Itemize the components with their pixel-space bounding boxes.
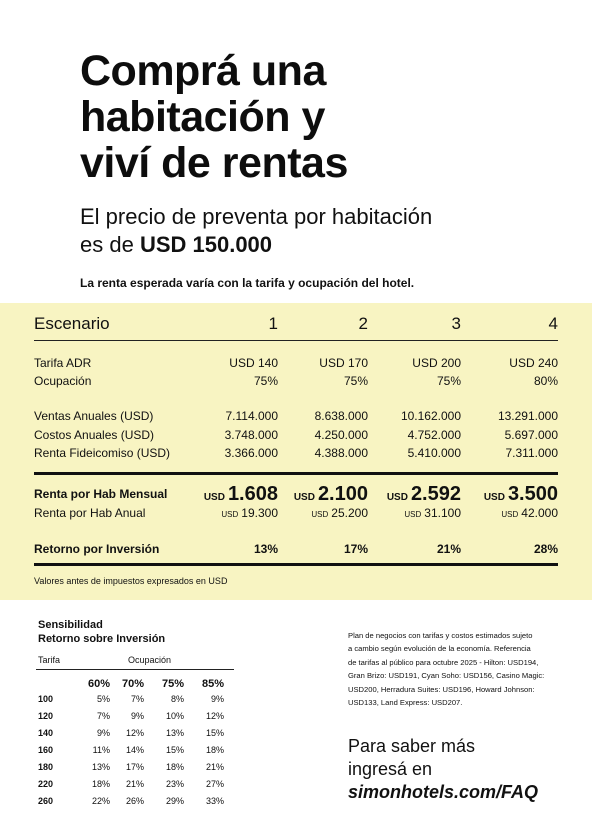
row-label: Retorno por Inversión: [34, 542, 160, 556]
cell: 10.162.000: [400, 409, 461, 423]
cell: 3.366.000: [224, 446, 278, 460]
sensitivity-occupancy-label: Ocupación: [128, 655, 172, 665]
sensitivity-cell: 27%: [205, 779, 224, 789]
disclaimer-line: Plan de negocios con tarifas y costos estimados sujeto: [348, 631, 533, 640]
row-ocupacion: [34, 374, 558, 390]
currency: USD: [293, 492, 315, 503]
row-label: Renta Fideicomiso (USD): [34, 446, 171, 460]
sensitivity-cell: 12%: [205, 711, 224, 721]
cell: 75%: [253, 374, 278, 388]
disclaimer-line: a cambio según evolución de la economía. Referencia: [348, 644, 531, 654]
row-label: Costos Anuales (USD): [34, 428, 155, 442]
cell: 75%: [436, 374, 461, 388]
sensitivity-tarifa: 120: [38, 711, 54, 721]
divider-thick: [34, 563, 558, 566]
subtitle-line: El precio de preventa por habitación: [80, 204, 433, 229]
cell: 3.748.000: [224, 428, 278, 442]
cell: USD 240: [509, 356, 558, 370]
scenario-number: 2: [358, 314, 368, 333]
sensitivity-cell: 9%: [96, 728, 110, 738]
sensitivity-tarifa-label: Tarifa: [38, 655, 61, 665]
cell: [501, 506, 558, 520]
cell: [311, 506, 368, 520]
row-renta-mensual: [34, 483, 558, 505]
cell: 4.388.000: [314, 446, 368, 460]
sensitivity-cell: 15%: [165, 745, 184, 755]
row-retorno: [34, 542, 558, 558]
cell-monthly: [204, 483, 278, 506]
cell: 13.291.000: [497, 409, 558, 423]
disclaimer-line: USD200, Herradura Suites: USD196, Howard Johnson:: [348, 684, 535, 694]
cell-monthly: [294, 483, 368, 506]
sensitivity-cell: 17%: [125, 762, 144, 772]
disclaimer-line: Gran Brizo: USD191, Cyan Soho: USD156, Casino Magic:: [348, 671, 545, 681]
sensitivity-row: [36, 762, 226, 776]
subtitle-prefix: es de: [80, 232, 140, 257]
cell: 17%: [343, 542, 368, 556]
divider: [34, 340, 558, 341]
sensitivity-header-row: [36, 678, 226, 692]
cta: [348, 735, 538, 804]
sensitivity-cell: 18%: [91, 779, 110, 789]
sensitivity-cell: 13%: [91, 762, 110, 772]
disclaimer-line: de tarifas al público para octubre 2025 - Hilton: USD194,: [348, 657, 539, 667]
amount: 3.500: [507, 483, 558, 505]
scenario-number: 3: [451, 314, 461, 333]
row-label: Ventas Anuales (USD): [34, 409, 154, 423]
currency: USD: [221, 510, 239, 519]
sensitivity-cell: 7%: [130, 694, 144, 704]
sensitivity-cell: 23%: [165, 779, 184, 789]
divider-thick: [34, 472, 558, 475]
sensitivity-cell: 18%: [165, 762, 184, 772]
sensitivity-cell: 14%: [125, 745, 144, 755]
divider: [36, 669, 234, 670]
headline-line: habitación y: [80, 93, 325, 141]
scenario-header: [34, 314, 558, 336]
cell: [221, 506, 278, 520]
sensitivity-tarifa: 140: [38, 728, 54, 738]
sensitivity-tarifa: 160: [38, 745, 54, 755]
cell: 13%: [253, 542, 278, 556]
sensitivity-cell: 11%: [92, 745, 110, 755]
sensitivity-row: [36, 711, 226, 725]
amount: 19.300: [241, 506, 278, 520]
sensitivity-cell: 9%: [130, 711, 144, 721]
cell-monthly: [387, 483, 461, 506]
sensitivity-row: [36, 796, 226, 810]
cell: 4.752.000: [407, 428, 461, 442]
sensitivity-tarifa: 180: [38, 762, 54, 772]
sensitivity-tarifa: 260: [38, 796, 54, 806]
sensitivity-cell: 21%: [125, 779, 144, 789]
sensitivity-cell: 12%: [125, 728, 144, 738]
cell: 7.311.000: [505, 446, 558, 460]
sensitivity-cell: 15%: [205, 728, 224, 738]
sensitivity-title: [38, 618, 165, 646]
price: USD 150.000: [139, 232, 273, 257]
row-renta-anual: [34, 506, 558, 522]
amount: 1.608: [227, 483, 278, 505]
table-note: Valores antes de impuestos expresados en USD: [34, 576, 228, 586]
sensitivity-cell: 33%: [205, 796, 224, 806]
sensitivity-cell: 21%: [205, 762, 224, 772]
headline-line: viví de rentas: [80, 139, 348, 187]
amount: 2.592: [410, 483, 461, 505]
cta-line: ingresá en: [348, 759, 433, 779]
row-label: Ocupación: [34, 374, 92, 388]
sensitivity-row: [36, 694, 226, 708]
disclaimer: [348, 629, 558, 709]
currency: USD: [404, 510, 422, 519]
sensitivity-tarifa: 100: [38, 694, 54, 704]
currency: USD: [311, 510, 329, 519]
cell: 75%: [343, 374, 368, 388]
sensitivity-tarifa: 220: [38, 779, 54, 789]
row-label: Tarifa ADR: [34, 356, 92, 370]
currency: USD: [386, 492, 408, 503]
cell-monthly: [484, 483, 558, 506]
sensitivity-cell: 5%: [96, 694, 110, 704]
row-ventas: [34, 409, 558, 425]
sensitivity-cell: 8%: [170, 694, 184, 704]
row-tarifa: [34, 356, 558, 372]
currency: USD: [501, 510, 519, 519]
sensitivity-row: [36, 745, 226, 759]
scenario-number: 1: [268, 314, 278, 333]
row-renta-fideicomiso: [34, 446, 558, 462]
headline-line: Comprá una: [80, 47, 326, 95]
scenario-header-label: Escenario: [34, 314, 110, 333]
cell: [404, 506, 461, 520]
cell: 80%: [533, 374, 558, 388]
cell: 5.697.000: [504, 428, 558, 442]
sensitivity-row: [36, 728, 226, 742]
sensitivity-cell: 26%: [125, 796, 144, 806]
row-label: Renta por Hab Mensual: [34, 487, 168, 501]
cell: 21%: [436, 542, 461, 556]
sensitivity-title-line: Sensibilidad: [38, 619, 103, 631]
cta-line: Para saber más: [348, 736, 476, 756]
sensitivity-cell: 18%: [205, 745, 224, 755]
tagline: La renta esperada varía con la tarifa y ocupación del hotel.: [80, 276, 415, 290]
row-costos: [34, 428, 558, 444]
cell: 7.114.000: [225, 409, 278, 423]
cell: USD 200: [412, 356, 461, 370]
scenario-number: 4: [548, 314, 558, 333]
sensitivity-cell: 29%: [165, 796, 184, 806]
sensitivity-cell: 13%: [165, 728, 184, 738]
sensitivity-cell: 7%: [96, 711, 110, 721]
occupancy-header: 60%: [87, 678, 110, 690]
occupancy-header: 75%: [161, 678, 184, 690]
cell: USD 170: [319, 356, 368, 370]
currency: USD: [203, 492, 225, 503]
occupancy-header: 70%: [121, 678, 144, 690]
cta-url-link[interactable]: simonhotels.com/FAQ: [348, 782, 539, 802]
sensitivity-cell: 9%: [210, 694, 224, 704]
sensitivity-cell: 22%: [91, 796, 110, 806]
sensitivity-cell: 10%: [165, 711, 184, 721]
amount: 25.200: [331, 506, 368, 520]
amount: 42.000: [521, 506, 558, 520]
price-subtitle: [80, 203, 550, 259]
sensitivity-title-line: Retorno sobre Inversión: [38, 633, 166, 645]
amount: 31.100: [424, 506, 461, 520]
sensitivity-row: [36, 779, 226, 793]
headline: [80, 48, 540, 186]
cell: 28%: [533, 542, 558, 556]
amount: 2.100: [317, 483, 368, 505]
row-label: Renta por Hab Anual: [34, 506, 146, 520]
cell: 4.250.000: [314, 428, 368, 442]
cell: 8.638.000: [314, 409, 368, 423]
occupancy-header: 85%: [201, 678, 224, 690]
cell: 5.410.000: [407, 446, 461, 460]
disclaimer-line: USD133, Land Express: USD207.: [348, 698, 463, 708]
currency: USD: [483, 492, 505, 503]
cell: USD 140: [229, 356, 278, 370]
